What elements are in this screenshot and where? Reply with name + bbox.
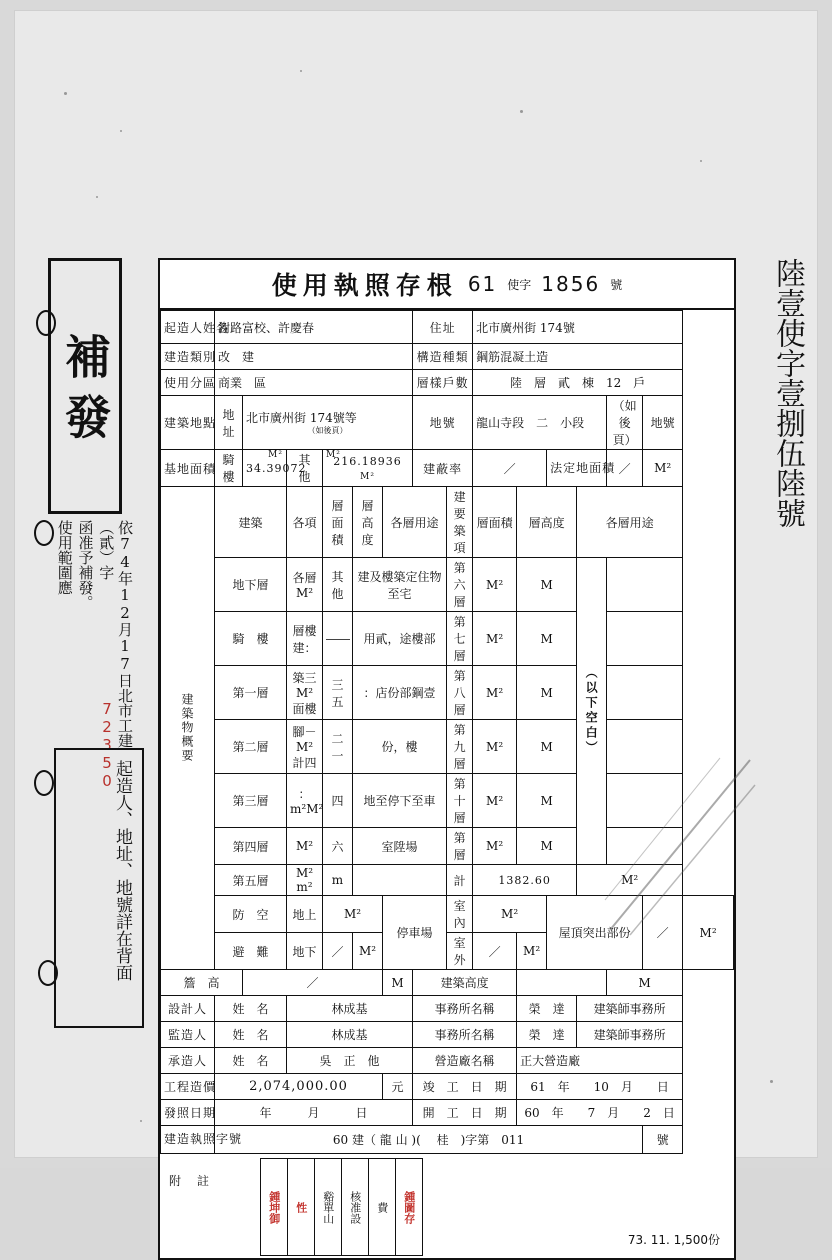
seal-group [260, 1158, 423, 1256]
area-unit-2: M² [326, 450, 341, 460]
seal-text-3: 谿單山 [321, 1190, 335, 1224]
site-label [161, 396, 215, 450]
eaves-unit: M [383, 970, 413, 996]
floor-name-6: 第六層 [447, 558, 473, 612]
area-label: 基地面積 [161, 450, 215, 487]
floors-value: 陸 層 貳 棟 12 戶 [473, 370, 683, 396]
permit-number: 1856 [541, 272, 601, 296]
form-title-row [160, 260, 734, 310]
builder-name: 吳 正 他 [287, 1048, 413, 1074]
floor-name-10: 第十層 [447, 774, 473, 828]
shelter-under-unit: M² [353, 933, 383, 970]
area-unit-1: M² [268, 450, 283, 460]
parking-out-label: 室外 [447, 933, 473, 970]
floor-name-8: 第八層 [447, 666, 473, 720]
designer-name-label: 姓 名 [215, 996, 287, 1022]
floor-use-other [607, 828, 683, 865]
cost-value: 2,074,000.00 [215, 1074, 383, 1100]
seal-text-2: 性 [294, 1201, 308, 1213]
building-head-item: 各項 [287, 487, 323, 558]
left-annotation-col-1: 依74年12月17日北市工建（貳）字 [97, 520, 134, 748]
row-applicant [161, 311, 734, 344]
floor-height-7: M [517, 612, 577, 666]
supervisor-office: 榮 達 [517, 1022, 577, 1048]
zone-label: 使用分區 [161, 370, 215, 396]
left-annotation-red-number: 72350 [98, 700, 116, 790]
scan-speck [140, 1120, 142, 1122]
floor-height-3: 四 [323, 774, 353, 828]
build-permit-value: 60 建（ 龍 山 )( 桂 )字第 011 [215, 1126, 643, 1154]
attachment-section [160, 1154, 734, 1258]
build-permit-label [161, 1126, 243, 1154]
build-permit-label-text: 建造執照字號 [164, 1132, 243, 1147]
legal-label-text: 法定地面積 [550, 460, 616, 475]
floor-height-4: 六 [323, 828, 353, 865]
row-floor [161, 666, 734, 720]
site-value: 北市廣州街 174號等 [246, 411, 357, 425]
supervisor-office-suffix: 建築師事務所 [577, 1022, 683, 1048]
building-head-area2: 層面積 [473, 487, 517, 558]
floor-use-3: 地至停下至車 [353, 774, 447, 828]
blank-note: （以下空白） [577, 558, 607, 865]
escape-label: 避 難 [215, 933, 287, 970]
floor-area-4: M² [287, 828, 323, 865]
floor-area-6: M² [473, 558, 517, 612]
address-value: 北市廣州街 174號 [473, 311, 683, 344]
floor-total-value: 1382.60 [473, 865, 577, 896]
floor-use-arcade: 用貳，途樓部 [353, 612, 447, 666]
scan-speck [700, 160, 702, 162]
complete-label: 竣 工 日 期 [413, 1074, 517, 1100]
seal-text-4: 核准設 [348, 1190, 362, 1224]
floor-height-b1: 其他 [323, 558, 353, 612]
scan-speck [120, 130, 122, 132]
structure-label: 構造種類 [413, 344, 473, 370]
floor-area-8: M² [473, 666, 517, 720]
row-build-permit [161, 1126, 734, 1154]
floors-label: 層樣戶數 [413, 370, 473, 396]
area-other-label: 其 他 [287, 450, 323, 487]
floor-area-3: ：m²M² [287, 774, 323, 828]
lot-note: （如後頁） [607, 396, 643, 450]
supervisor-office-label: 事務所名稱 [413, 1022, 517, 1048]
height-label: 建築高度 [413, 970, 517, 996]
issue-label: 發照日期 [161, 1100, 215, 1126]
floor-height-other: M [517, 828, 577, 865]
floor-area-10: M² [473, 774, 517, 828]
issue-value: 年 月 日 [215, 1100, 413, 1126]
floor-use-5 [353, 865, 447, 896]
building-head-use: 各層用途 [383, 487, 447, 558]
complete-value: 61 年 10 月 日 [517, 1074, 683, 1100]
build-type-label: 建造類別 [161, 344, 215, 370]
right-annotation-text: 陸壹使字壹捌伍陸號 [770, 258, 805, 528]
address-label: 住址 [413, 311, 473, 344]
seal-text-1: 鍾坤御 [267, 1190, 281, 1224]
roof-unit: M² [683, 896, 734, 970]
building-side-label: 建築物概要 [161, 487, 215, 970]
legal-value: ／ [607, 450, 643, 487]
supervisor-name-label: 姓 名 [215, 1022, 287, 1048]
row-floor [161, 720, 734, 774]
area-own-number: 34.39072 [246, 462, 307, 475]
floor-total-unit: M² [577, 865, 683, 896]
cost-label: 工程造價 [161, 1074, 215, 1100]
site-sub-label: 地址 [215, 396, 243, 450]
floor-height-arcade: ―― [323, 612, 353, 666]
floor-area-9: M² [473, 720, 517, 774]
floor-height-2: 二一 [323, 720, 353, 774]
applicant-label-text: 起造人姓名 [164, 320, 230, 335]
floor-name-3: 第三層 [215, 774, 287, 828]
floor-area-arcade: 層樓建： [287, 612, 323, 666]
seal-column [369, 1159, 396, 1255]
row-eaves [161, 970, 734, 996]
floor-use-b1: 建及樓築定住物至宅 [353, 558, 447, 612]
eaves-label: 簷 高 [161, 970, 243, 996]
row-zone [161, 370, 734, 396]
floor-name-1: 第一層 [215, 666, 287, 720]
scan-speck [770, 1080, 773, 1083]
legal-label [547, 450, 616, 487]
floor-use-9 [607, 720, 683, 774]
row-designer [161, 996, 734, 1022]
build-type-value: 改 建 [215, 344, 413, 370]
seal-column [342, 1159, 369, 1255]
floor-height-9: M [517, 720, 577, 774]
scan-speck [520, 110, 523, 113]
floor-area-b1: 各層M² [287, 558, 323, 612]
permit-char: 使字 [507, 277, 532, 292]
shelter-under-label: 地下 [287, 933, 323, 970]
zone-value: 商業 區 [215, 370, 413, 396]
left-annotation-col-2: 函准予補發。 [76, 520, 95, 610]
permit-form [158, 258, 736, 1260]
floor-name-other: 第 層 [447, 828, 473, 865]
floor-height-5: m [323, 865, 353, 896]
builder-name-label: 姓 名 [215, 1048, 287, 1074]
row-floor [161, 612, 734, 666]
designer-office-label: 事務所名稱 [413, 996, 517, 1022]
row-floor [161, 558, 734, 612]
coverage-label: 建蔽率 [413, 450, 473, 487]
builder-firm: 正大營造廠 [517, 1048, 683, 1074]
height-unit: M [607, 970, 683, 996]
start-label: 開 工 日 期 [413, 1100, 517, 1126]
floor-height-10: M [517, 774, 577, 828]
floor-area-2: 腳－M²計四 [287, 720, 323, 774]
scan-speck [300, 70, 302, 72]
building-head-area: 層面積 [323, 487, 353, 558]
floor-name-arcade: 騎 樓 [215, 612, 287, 666]
lot-label: 地號 [413, 396, 473, 450]
row-supervisor [161, 1022, 734, 1048]
supervisor-label: 監造人 [161, 1022, 215, 1048]
floor-name-9: 第九層 [447, 720, 473, 774]
seal-text-5: 費 [375, 1201, 389, 1213]
shelter-ground-label: 地上 [287, 896, 323, 933]
building-head-height: 層高度 [353, 487, 383, 558]
punch-hole [34, 770, 54, 796]
floor-use-1: ：店份部鋼壹 [353, 666, 447, 720]
floor-area-7: M² [473, 612, 517, 666]
area-own-value [243, 450, 307, 487]
seal-text-6: 鍾圖存 [402, 1190, 416, 1224]
area-other-value [323, 450, 413, 487]
row-site [161, 396, 734, 450]
coverage-value: ／ [473, 450, 547, 487]
supervisor-name: 林成基 [287, 1022, 413, 1048]
parking-in-label: 室內 [447, 896, 473, 933]
row-building-head [161, 487, 734, 558]
seal-column [396, 1159, 422, 1255]
row-builder [161, 1048, 734, 1074]
parking-in-value: M² [473, 896, 547, 933]
print-code: 73. 11. 1,500份 [627, 1233, 720, 1247]
structure-value: 鋼筋混凝土造 [473, 344, 683, 370]
floor-area-other: M² [473, 828, 517, 865]
scan-speck [96, 196, 98, 198]
row-shelter [161, 896, 734, 933]
floor-name-4: 第四層 [215, 828, 287, 865]
floor-height-8: M [517, 666, 577, 720]
floor-use-8 [607, 666, 683, 720]
floor-area-1: 築三M²面樓 [287, 666, 323, 720]
building-head-item2: 建要築項 [447, 487, 473, 558]
shelter-label: 防 空 [215, 896, 287, 933]
seal-column [288, 1159, 315, 1255]
parking-out-unit: M² [517, 933, 547, 970]
parking-label: 停車場 [383, 896, 447, 970]
row-floor [161, 774, 734, 828]
floor-height-1: 三五 [323, 666, 353, 720]
builder-label: 承造人 [161, 1048, 215, 1074]
scan-speck [64, 92, 67, 95]
left-annotation-backside-text: 起造人、地址、地號詳在背面 [112, 760, 132, 981]
applicant-value: 謝路富校、許慶春 [215, 311, 413, 344]
start-value: 60 年 7 月 2 日 [517, 1100, 683, 1126]
roof-value: ／ [643, 896, 683, 970]
left-annotation-reissue [44, 520, 134, 750]
row-floor [161, 828, 734, 865]
reissue-stamp-line2: 發 [58, 393, 112, 439]
building-head-main: 建築 [215, 487, 287, 558]
floor-area-5: M² m² [287, 865, 323, 896]
seal-column [315, 1159, 342, 1255]
site-label-text: 建築地點 [164, 416, 217, 430]
row-area [161, 450, 734, 487]
seal-column [261, 1159, 288, 1255]
legal-unit: M² [643, 450, 683, 487]
permit-number-suffix: 號 [610, 277, 623, 292]
cost-unit: 元 [383, 1074, 413, 1100]
row-issue [161, 1100, 734, 1126]
area-own-label: 騎樓 [215, 450, 243, 487]
left-annotation-col-3: 使用範圍應 [55, 520, 74, 595]
applicant-label [161, 311, 230, 344]
right-annotation-permit-number [742, 258, 804, 1018]
lot-suffix: 地號 [643, 396, 683, 450]
row-build-type [161, 344, 734, 370]
attachment-label: 附 註 [168, 1174, 211, 1188]
page-title: 使用執照存根 [271, 271, 458, 300]
site-note: （如後頁） [307, 426, 348, 435]
floor-height-6: M [517, 558, 577, 612]
designer-office-suffix: 建築師事務所 [577, 996, 683, 1022]
reissue-stamp [48, 258, 122, 514]
area-other-number: 216.18936 [333, 455, 402, 468]
floor-name-2: 第二層 [215, 720, 287, 774]
designer-label: 設計人 [161, 996, 215, 1022]
row-cost [161, 1074, 734, 1100]
left-annotation-backside [60, 760, 132, 1010]
lot-value: 龍山寺段 二 小段 [473, 396, 607, 450]
shelter-ground-value: M² [323, 896, 383, 933]
builder-firm-label: 營造廠名稱 [413, 1048, 517, 1074]
designer-office: 榮 達 [517, 996, 577, 1022]
floor-total-label: 計 [447, 865, 473, 896]
floor-name-5: 第五層 [215, 865, 287, 896]
building-head-height2: 層高度 [517, 487, 577, 558]
roof-label: 屋頂突出部份 [547, 896, 643, 970]
designer-name: 林成基 [287, 996, 413, 1022]
reissue-stamp-line1: 補 [58, 333, 112, 379]
eaves-value: ／ [243, 970, 383, 996]
site-value-cell [243, 396, 413, 450]
floor-use-6 [607, 558, 683, 612]
parking-out-value: ／ [473, 933, 517, 970]
permit-year: 61 [467, 272, 498, 296]
area-unit-3: M² [360, 472, 375, 482]
floor-use-2: 份，樓 [353, 720, 447, 774]
floor-use-7 [607, 612, 683, 666]
row-floor [161, 865, 734, 896]
build-permit-suffix: 號 [643, 1126, 683, 1154]
shelter-under-value: ／ [323, 933, 353, 970]
form-table [160, 310, 734, 1154]
height-value-blank [517, 970, 607, 996]
floor-name-7: 第七層 [447, 612, 473, 666]
floor-use-10 [607, 774, 683, 828]
floor-name-b1: 地下層 [215, 558, 287, 612]
floor-use-4: 室陞場 [353, 828, 447, 865]
building-head-use2: 各層用途 [577, 487, 683, 558]
